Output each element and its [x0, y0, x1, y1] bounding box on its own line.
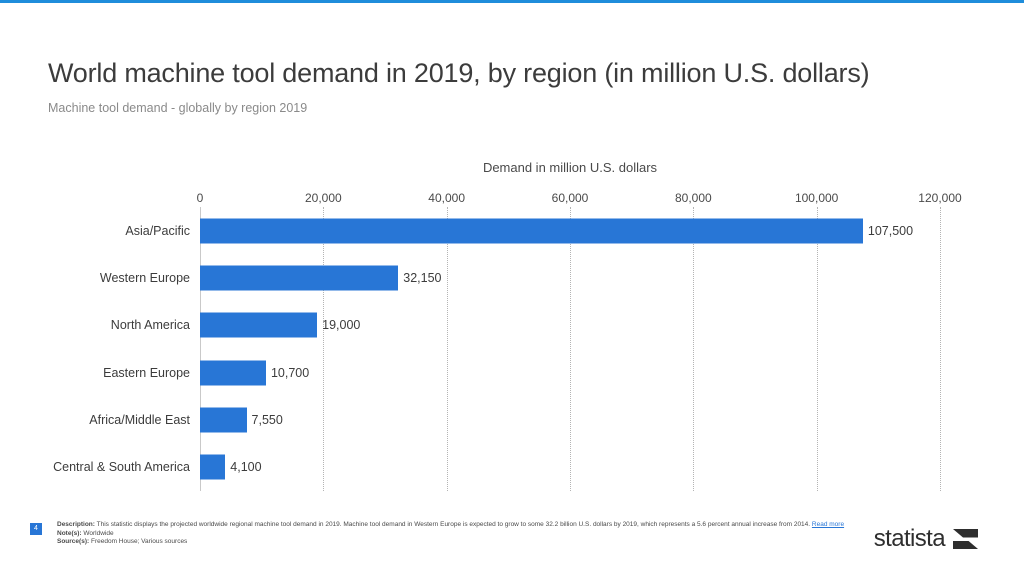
plot-area — [53, 191, 962, 491]
statista-logo — [874, 525, 978, 553]
gridline — [940, 207, 941, 491]
bar-value-label: 107,500 — [867, 223, 914, 238]
category-label: Asia/Pacific — [125, 223, 190, 238]
page-number-badge: 4 — [30, 523, 42, 535]
note-text: Worldwide — [83, 529, 114, 537]
x-tick-label: 100,000 — [794, 191, 839, 205]
description-label: Description: — [57, 521, 95, 528]
bar[interactable] — [200, 313, 317, 338]
x-tick-label: 40,000 — [428, 191, 466, 205]
category-label: Eastern Europe — [103, 365, 190, 380]
x-tick-label: 120,000 — [918, 191, 962, 205]
category-label: North America — [110, 318, 190, 333]
description-line — [57, 521, 857, 530]
source-label: Source(s): — [57, 538, 90, 546]
x-tick-label: 60,000 — [551, 191, 589, 205]
source-text: Freedom House; Various sources — [90, 538, 188, 546]
bar-row — [99, 254, 940, 301]
bar-value-label: 10,700 — [270, 365, 310, 380]
source-line — [57, 538, 857, 547]
page-title: World machine tool demand in 2019, by region (in million U.S. dollars) — [48, 58, 870, 88]
note-label: Note(s): — [57, 529, 82, 537]
statista-mark-icon — [953, 529, 978, 549]
bar-value-label: 19,000 — [322, 318, 361, 333]
read-more-link[interactable]: Read more — [811, 521, 845, 528]
bar-rows — [53, 207, 940, 491]
bar[interactable] — [200, 455, 225, 480]
bar-row — [125, 207, 940, 254]
bar-chart — [48, 155, 988, 500]
bar[interactable] — [200, 265, 398, 290]
bar-value-label: 4,100 — [230, 460, 262, 475]
description-text: This statistic displays the projected worldwide regional machine tool demand in 2019. Machine tool demand in Western Europe is expected to grow to some 32.2 billion U.S. dollars by 2019, which represents a 5.6 percent annual increase from 2014. — [96, 521, 811, 528]
footer-notes — [57, 521, 857, 547]
bar[interactable] — [200, 218, 863, 243]
bar-row — [53, 444, 940, 491]
x-axis-title: Demand in million U.S. dollars — [482, 160, 658, 175]
bar-row — [89, 396, 940, 443]
note-line — [57, 530, 857, 539]
bar-value-label: 7,550 — [251, 412, 283, 427]
brand-name: statista — [873, 525, 945, 552]
x-tick-label: 80,000 — [674, 191, 712, 205]
chart-header — [48, 56, 978, 116]
bar[interactable] — [200, 407, 247, 432]
category-label: Central & South America — [53, 460, 190, 475]
x-tick-label: 0 — [196, 191, 204, 205]
bar-row — [110, 302, 940, 349]
page-subtitle: Machine tool demand - globally by region 2019 — [48, 101, 308, 115]
bar-value-label: 32,150 — [403, 270, 442, 285]
x-tick-label: 20,000 — [304, 191, 342, 205]
bar-row — [103, 349, 940, 396]
bar[interactable] — [200, 360, 266, 385]
footer — [30, 521, 994, 567]
top-accent-bar — [0, 0, 1024, 3]
category-label: Africa/Middle East — [89, 412, 190, 427]
category-label: Western Europe — [99, 270, 190, 285]
